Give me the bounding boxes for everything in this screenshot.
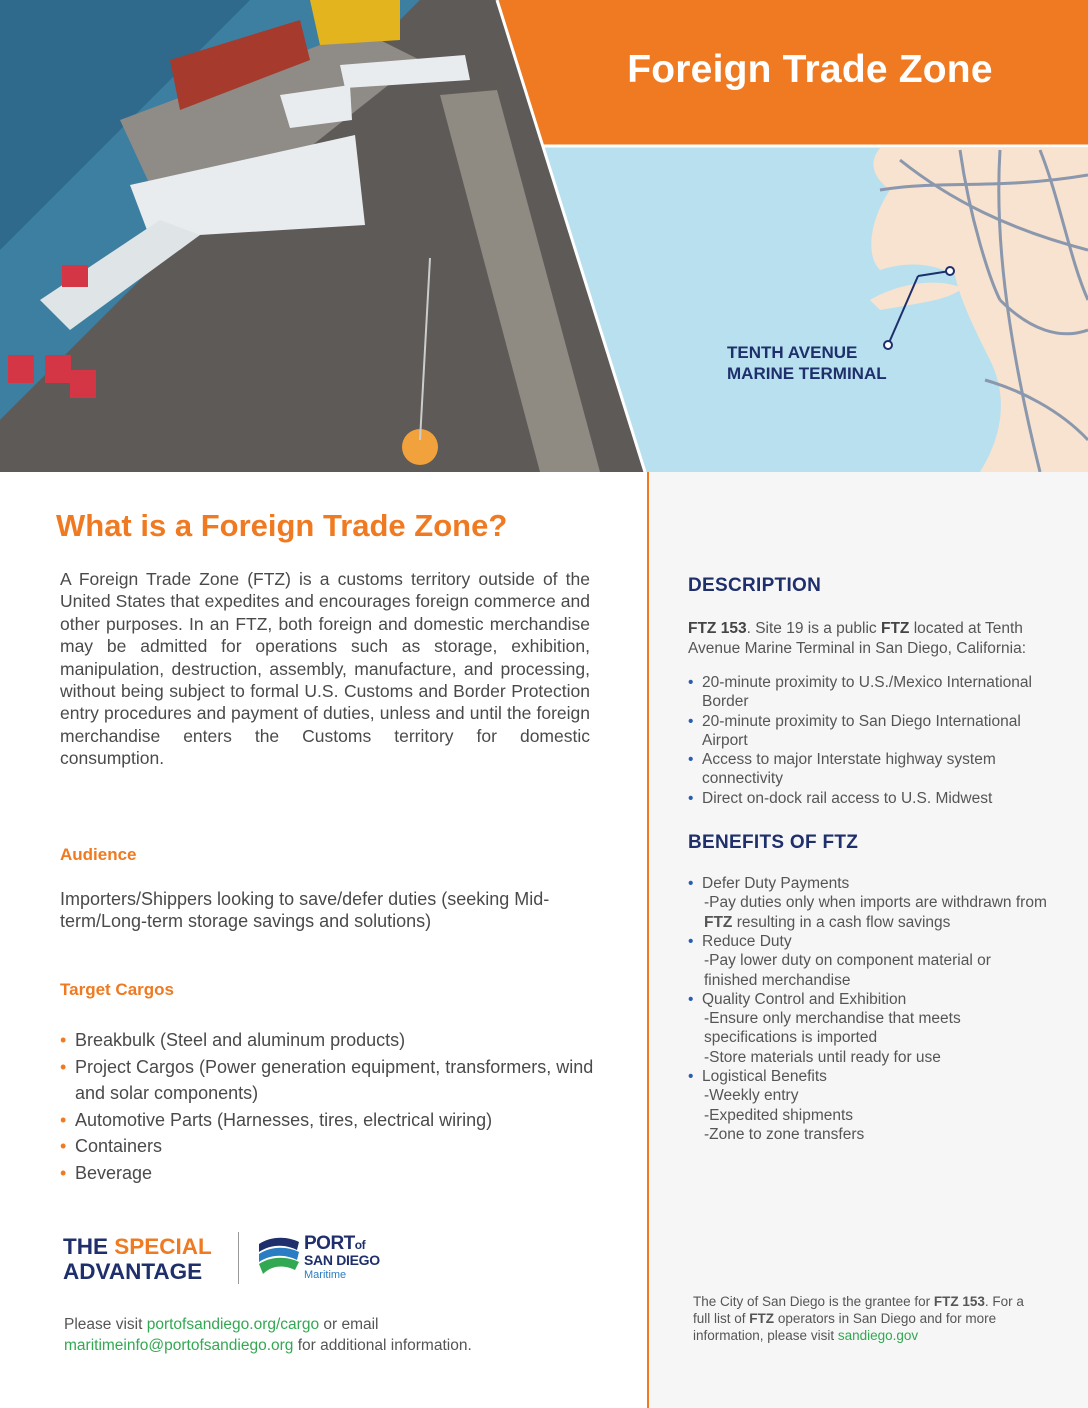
page-title: Foreign Trade Zone [627, 48, 993, 91]
terminal-label-line2: MARINE TERMINAL [727, 364, 887, 383]
benefits-list [688, 874, 1048, 1144]
intro-text: A Foreign Trade Zone (FTZ) is a customs territory outside of the United States that expedites and encourages foreign commerce and other purposes. In an FTZ, both foreign and domestic merchandise may be admitted for operations such as storage, exhibition, manipulation, destruction, assembly, manufacture, and processing, without being subject to formal U.S. Customs and Border Protection entry procedures and payment of duties, unless and until the foreign merchandise enters the Customs territory for domestic consumption. [60, 569, 590, 769]
description-heading: DESCRIPTION [688, 575, 822, 596]
locator-dot-terminal [946, 267, 954, 275]
right-column [688, 575, 1048, 1144]
bullet-icon: • [688, 674, 694, 691]
list-item: • Access to major Interstate highway system connectivity [688, 751, 996, 788]
audience-heading: Audience [60, 845, 137, 864]
terminal-label-line1: TENTH AVENUE [727, 343, 858, 362]
bullet-icon: • [688, 932, 694, 950]
benefits-heading: BENEFITS OF FTZ [688, 832, 859, 854]
intro-section [56, 508, 590, 770]
list-item: • Reduce Duty -Pay lower duty on component material or finished merchandise [688, 932, 991, 989]
list-item: • Beverage [60, 1160, 620, 1187]
port-wave-icon [257, 1234, 301, 1280]
bullet-icon: • [688, 712, 694, 730]
email-link[interactable]: maritimeinfo@portofsandiego.org [64, 1337, 294, 1354]
description-text: FTZ 153. Site 19 is a public FTZ located at Tenth Avenue Marine Terminal in San Diego, California: [688, 620, 1027, 657]
logo-divider [238, 1232, 239, 1284]
special-advantage-logo: THE SPECIAL ADVANTAGE [63, 1234, 212, 1284]
list-item: • 20-minute proximity to San Diego International Airport [688, 712, 1021, 749]
column-divider [647, 472, 649, 1408]
terminal-label [727, 342, 887, 384]
list-item: • Logistical Benefits -Weekly entry -Expedited shipments -Zone to zone transfers [688, 1068, 865, 1143]
contact-info: Please visit portofsandiego.org/cargo or email maritimeinfo@portofsandiego.org for additional information. [64, 1316, 472, 1354]
sandiego-gov-link[interactable]: sandiego.gov [837, 1328, 919, 1343]
bullet-icon: • [688, 875, 694, 893]
photo-truck [8, 355, 34, 383]
list-item: • Containers [60, 1133, 620, 1160]
list-item: • Breakbulk (Steel and aluminum products) [60, 1027, 620, 1054]
bullet-icon: • [60, 1109, 67, 1130]
bullet-icon: • [688, 789, 694, 807]
audience-text: Importers/Shippers looking to save/defer duties (seeking Mid-term/Long-term storage savings and solutions) [60, 889, 550, 931]
list-item: • Defer Duty Payments -Pay duties only when imports are withdrawn from FTZ resulting in a cash flow savings [688, 875, 1047, 931]
target-cargos-heading: Target Cargos [60, 980, 174, 999]
target-cargos-list [60, 1027, 620, 1186]
bullet-icon: • [688, 1068, 694, 1086]
photo-ship-yellow [310, 0, 400, 45]
bullet-icon: • [60, 1162, 67, 1183]
list-item: • Automotive Parts (Harnesses, tires, electrical wiring) [60, 1107, 620, 1134]
bullet-icon: • [688, 751, 694, 769]
port-of-san-diego-logo: PORTof SAN DIEGO Maritime [304, 1233, 380, 1281]
bullet-icon: • [60, 1030, 67, 1050]
list-item: • Project Cargos (Power generation equipment, transformers, wind and solar components) [60, 1054, 620, 1107]
description-list [688, 673, 1048, 808]
bullet-icon: • [688, 990, 694, 1008]
intro-heading: What is a Foreign Trade Zone? [56, 508, 508, 543]
list-item: • Quality Control and Exhibition -Ensure only merchandise that meets specifications is imported -Store materials until ready for use [688, 990, 961, 1066]
list-item: • 20-minute proximity to U.S./Mexico International Border [688, 674, 1032, 711]
bullet-icon: • [60, 1056, 67, 1077]
list-item: • Direct on-dock rail access to U.S. Midwest [688, 789, 993, 807]
cargo-link[interactable]: portofsandiego.org/cargo [146, 1316, 320, 1333]
grantee-note: The City of San Diego is the grantee for FTZ 153. For a full list of FTZ operators in San Diego and for more information, please visit sandiego.gov [693, 1294, 1024, 1343]
bullet-icon: • [60, 1136, 67, 1156]
